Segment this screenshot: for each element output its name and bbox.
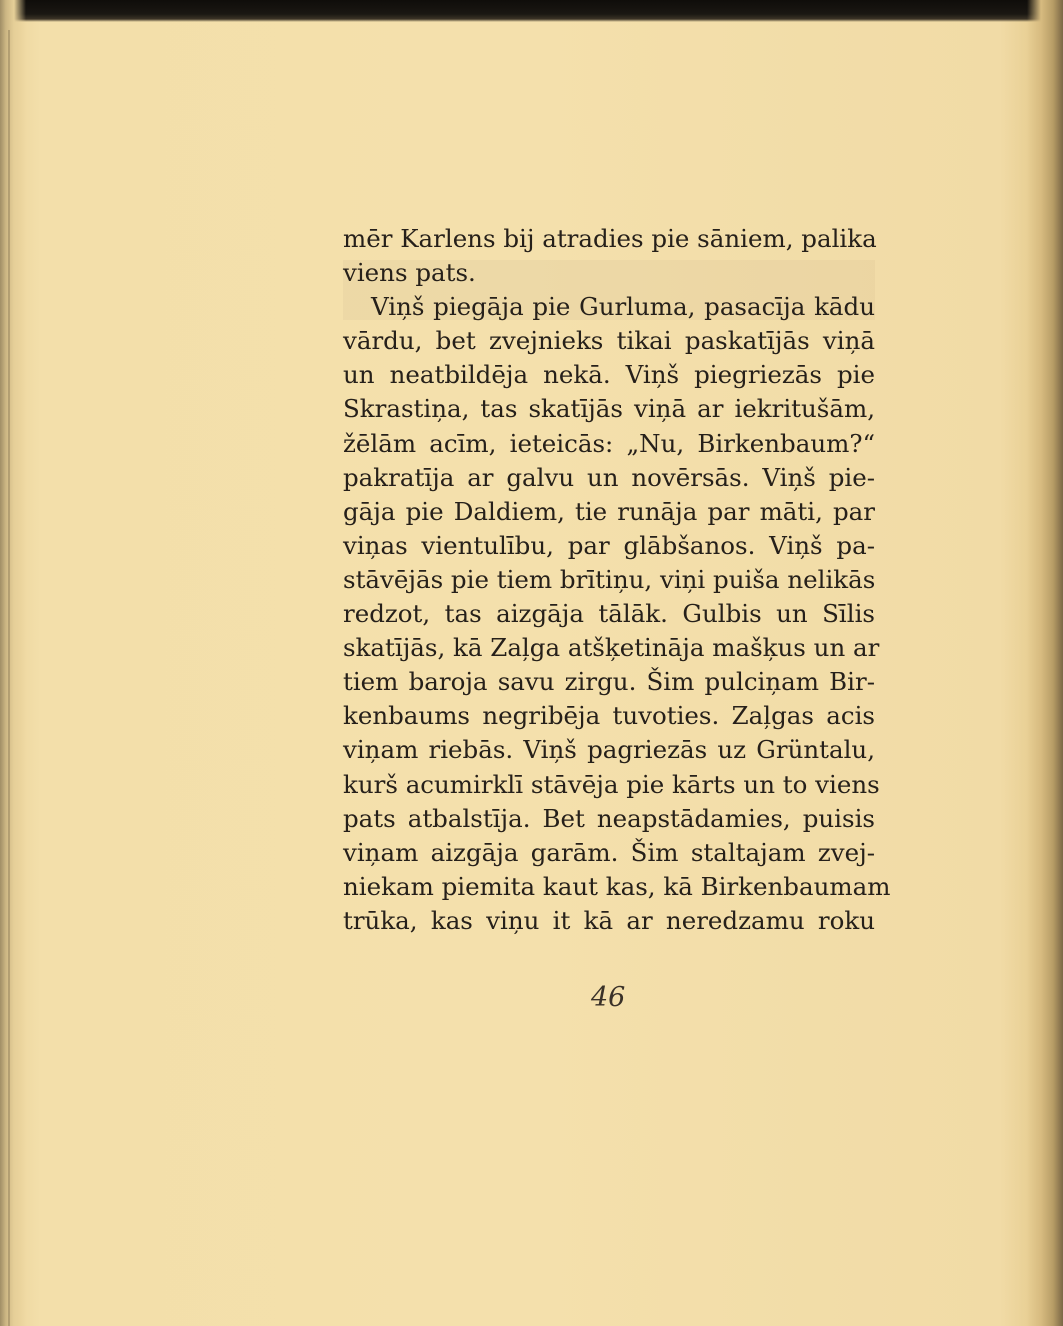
text-line: niekam piemita kaut kas, kā Birkenbaumam <box>343 871 891 901</box>
page-left-gutter <box>0 0 26 1326</box>
page-top-shadow <box>0 0 1063 22</box>
page-right-edge <box>1027 0 1063 1326</box>
text-line: Viņš piegāja pie Gurluma, pasacīja kādu <box>371 292 875 322</box>
text-line: viņam riebās. Viņš pagriezās uz Grüntalu, <box>343 735 875 765</box>
text-line: un neatbildēja nekā. Viņš piegriezās pie <box>343 360 875 390</box>
text-line: viņas vientulību, par glābšanos. Viņš pa- <box>343 530 875 560</box>
text-line: redzot, tas aizgāja tālāk. Gulbis un Sīlis <box>343 599 875 629</box>
text-line: skatījās, kā Zaļga atšķetināja mašķus un ar <box>343 633 880 663</box>
text-line: gāja pie Daldiem, tie runāja par māti, par <box>343 496 875 526</box>
gutter-line <box>8 30 10 1326</box>
text-line: Skrastiņa, tas skatījās viņā ar iekritušām, <box>343 394 875 424</box>
text-line: pats atbalstīja. Bet neapstādamies, puisis <box>343 803 875 833</box>
text-line: trūka, kas viņu it kā ar neredzamu roku <box>343 905 875 935</box>
page-number: 46 <box>591 982 626 1013</box>
text-line: žēlām acīm, ieteicās: „Nu, Birkenbaum?“ <box>343 428 875 458</box>
text-line: pakratīja ar galvu un novērsās. Viņš pie- <box>343 462 875 492</box>
body-text <box>343 222 891 938</box>
text-line: viens pats. <box>343 258 476 288</box>
text-line: tiem baroja savu zirgu. Šim pulciņam Bir- <box>343 667 875 697</box>
text-line: vārdu, bet zvejnieks tikai paskatījās viņā <box>343 326 875 356</box>
text-line: stāvējās pie tiem brītiņu, viņi puiša nelikās <box>343 564 876 594</box>
text-line: kurš acumirklī stāvēja pie kārts un to viens <box>343 769 880 799</box>
text-line: kenbaums negribēja tuvoties. Zaļgas acis <box>343 701 875 731</box>
text-line: mēr Karlens bij atradies pie sāniem, palika <box>343 224 877 253</box>
text-line: viņam aizgāja garām. Šim staltajam zvej- <box>343 837 875 867</box>
